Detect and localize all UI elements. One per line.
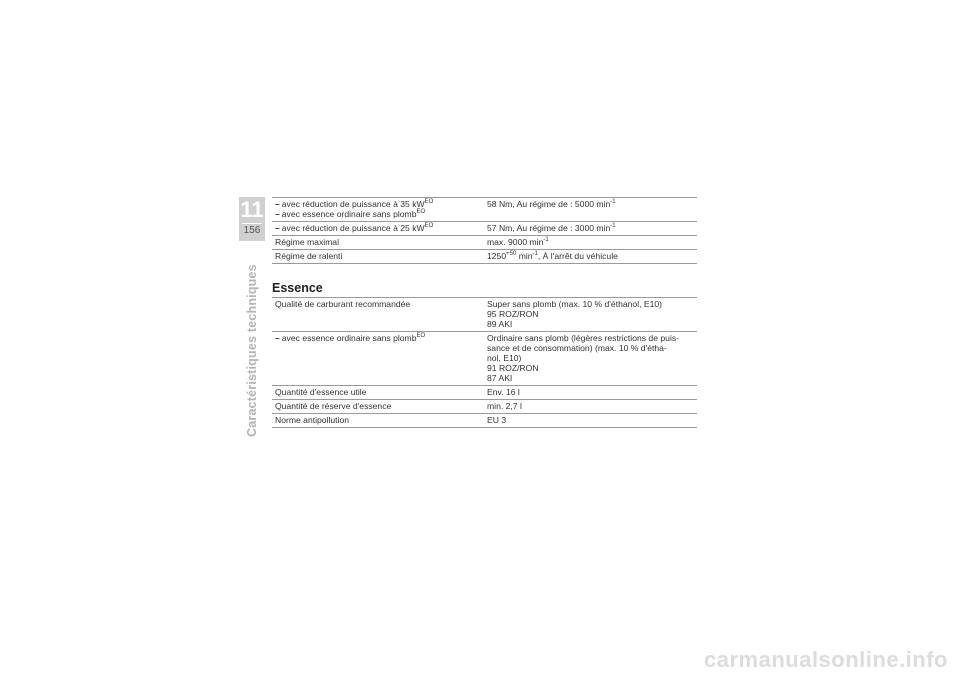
line-text: 89 AKI [487,319,513,329]
spec-label-line [275,401,484,411]
spec-value-line [487,387,697,397]
line-text: sance et de consommation) (max. 10 % d'étha- [487,343,667,353]
spec-value-cell [484,414,697,428]
line-text: Quantité d'essence utile [275,387,367,397]
spec-label-cell [272,198,484,222]
spec-label-cell [272,298,484,332]
superscript: +50 [506,251,517,257]
spec-value-line [487,223,697,233]
page-number: 156 [243,225,261,236]
superscript: EO [416,333,426,339]
line-text: avec réduction de puissance à 25 kW [281,223,425,233]
line-text: max. 9000 min [487,237,544,247]
line-text: 1250 [487,251,507,261]
spec-label-line [275,209,484,219]
table-row [272,236,697,250]
line-text: avec essence ordinaire sans plomb [281,209,417,219]
spec-label-line [275,333,484,343]
table-row [272,386,697,400]
line-text: 87 AKI [487,373,513,383]
line-text: avec réduction de puissance à 35 kW [281,199,425,209]
dash-marker: – [275,199,280,209]
line-text: 95 ROZ/RON [487,309,539,319]
chapter-tab-divider [242,223,262,224]
spec-value-cell [484,332,697,386]
superscript: -1 [532,251,538,257]
watermark-text: carmanualsonline.info [704,647,948,672]
spec-value-line [487,199,697,209]
spec-value-cell [484,236,697,250]
section-title-essence: Essence [272,281,323,295]
superscript: EO [416,209,426,215]
line-text: Env. 16 l [487,387,520,397]
spec-value-cell [484,198,697,222]
superscript: -1 [610,223,616,229]
line-text: nol, E10) [487,353,522,363]
spec-value-cell [484,400,697,414]
table-row [272,414,697,428]
table-row [272,332,697,386]
spec-value-cell [484,222,697,236]
spec-label-cell [272,386,484,400]
spec-value-line [487,415,697,425]
superscript: EO [424,223,434,229]
line-text: Qualité de carburant recommandée [275,299,411,309]
spec-value-line [487,251,697,261]
line-text: Ordinaire sans plomb (légères restrictions de puis- [487,333,680,343]
spec-label-cell [272,222,484,236]
line-text: Super sans plomb (max. 10 % d'éthanol, E10) [487,299,663,309]
superscript: -1 [610,199,616,205]
chapter-title: Caractéristiques techniques [245,264,259,437]
line-text: Régime de ralenti [275,251,343,261]
spec-label-line [275,251,484,261]
spec-value-line [487,353,697,363]
line-text: 58 Nm, Au régime de : 5000 min [487,199,611,209]
spec-value-line [487,319,697,329]
superscript: -1 [543,237,549,243]
spec-value-line [487,343,697,353]
line-text-after: min [516,251,533,261]
engine-spec-table [272,197,697,264]
spec-value-cell [484,386,697,400]
spec-value-cell [484,298,697,332]
spec-label-cell [272,400,484,414]
spec-label-line [275,223,484,233]
spec-value-line [487,299,697,309]
table-row [272,250,697,264]
chapter-tab [239,197,265,241]
spec-label-cell [272,250,484,264]
superscript: EO [424,199,434,205]
spec-label-line [275,415,484,425]
spec-label-line [275,299,484,309]
line-text: min. 2,7 l [487,401,522,411]
spec-label-line [275,199,484,209]
spec-label-cell [272,236,484,250]
line-text: Norme antipollution [275,415,350,425]
table-row [272,198,697,222]
line-text: 57 Nm, Au régime de : 3000 min [487,223,611,233]
chapter-number: 11 [240,197,264,222]
spec-value-line [487,363,697,373]
spec-label-cell [272,332,484,386]
spec-label-line [275,387,484,397]
line-text: Régime maximal [275,237,339,247]
spec-value-line [487,309,697,319]
fuel-spec-table [272,297,697,428]
spec-value-line [487,333,697,343]
spec-label-line [275,237,484,247]
table-row [272,222,697,236]
table-row [272,298,697,332]
line-text: 91 ROZ/RON [487,363,539,373]
table-row [272,400,697,414]
line-text-after: , À l'arrêt du véhicule [537,251,618,261]
spec-value-line [487,373,697,383]
dash-marker: – [275,223,280,233]
spec-value-line [487,237,697,247]
spec-value-line [487,401,697,411]
line-text: EU 3 [487,415,507,425]
line-text: Quantité de réserve d'essence [275,401,392,411]
dash-marker: – [275,333,280,343]
spec-label-cell [272,414,484,428]
line-text: avec essence ordinaire sans plomb [281,333,417,343]
spec-value-cell [484,250,697,264]
dash-marker: – [275,209,280,219]
